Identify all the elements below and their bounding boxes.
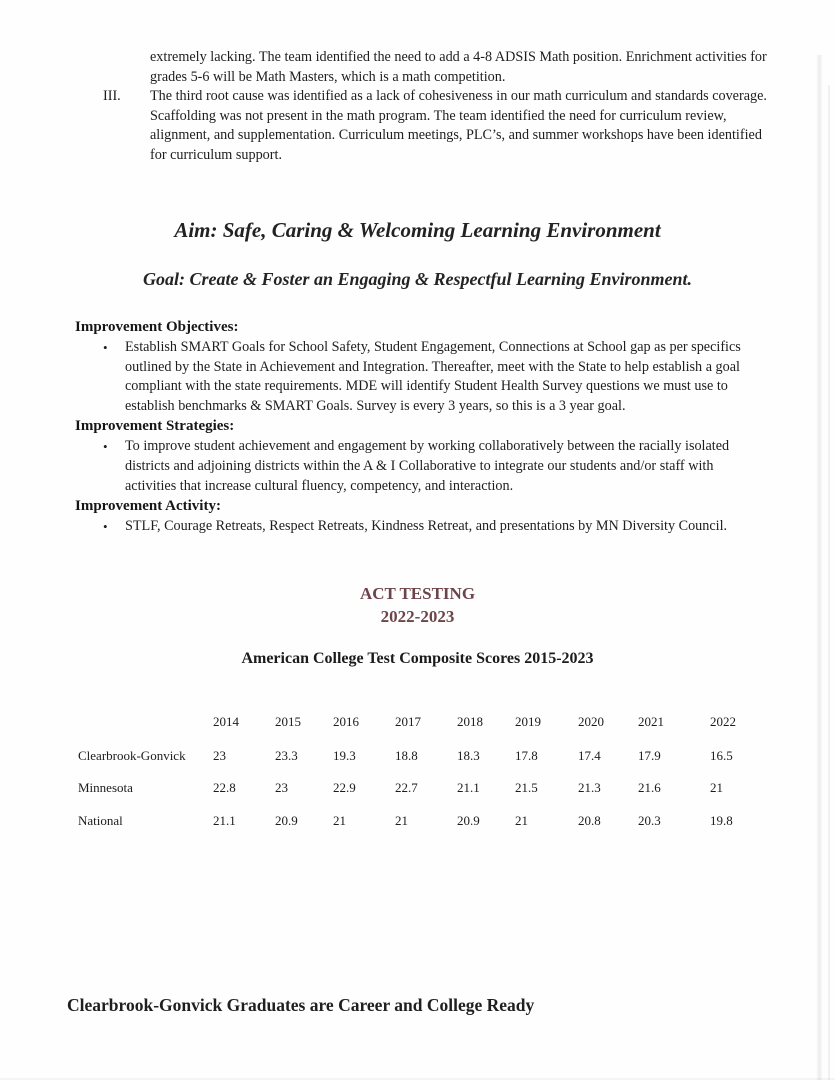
table-header-cell: 2018 — [457, 714, 483, 729]
table-cell: 20.8 — [578, 812, 601, 828]
intro-root-cause-block — [103, 48, 775, 166]
table-cell: 21.6 — [638, 780, 661, 795]
footer-heading: Clearbrook-Gonvick Graduates are Career and College Ready — [67, 995, 535, 1015]
table-row-label: National — [78, 812, 123, 828]
table-cell: 19.3 — [333, 747, 356, 763]
table-header-cell: 2014 — [213, 714, 239, 729]
bullet-glyph: • — [103, 340, 108, 355]
table-cell: 21 — [333, 812, 346, 828]
table-cell: 21.3 — [578, 780, 601, 795]
table-cell: 17.9 — [638, 747, 661, 763]
table-header-cell: 2017 — [395, 714, 421, 729]
bullet-item — [75, 338, 775, 416]
bullet-item — [75, 517, 775, 537]
table-cell: 23 — [275, 780, 288, 795]
table-cell: 22.8 — [213, 780, 236, 795]
bullet-text: To improve student achievement and engagement by working collaboratively between the racially isolated districts and adjoining districts within the A & I Collaborative to integrate our students and/or staff with activities that increase cultural fluency, competency, and interaction. — [125, 438, 730, 494]
intro-continuation-text: extremely lacking. The team identified the need to add a 4-8 ADSIS Math position. Enrichment activities for grades 5-6 will be Math Masters, which is a math competition. — [150, 49, 767, 85]
section-label: Improvement Objectives: — [75, 319, 239, 335]
act-testing-title — [0, 583, 835, 628]
table-cell: 21.5 — [515, 780, 538, 795]
table-cell: 17.8 — [515, 747, 538, 763]
table-header-cell: 2016 — [333, 714, 359, 729]
table-cell: 18.3 — [457, 747, 480, 763]
table-cell: 18.8 — [395, 747, 418, 763]
table-header-cell: 2021 — [638, 714, 664, 729]
list-item-text: The third root cause was identified as a lack of cohesiveness in our math curriculum and standards coverage. Scaffolding was not present in the math program. The team identified the need for curriculum review, alignment, and supplementation. Curriculum meetings, PLC’s, and summer workshops have been identified for curriculum support. — [150, 88, 767, 163]
section-label: Improvement Strategies: — [75, 418, 235, 435]
table-cell: 20.3 — [638, 812, 661, 828]
table-header-cell: 2020 — [578, 714, 604, 729]
table-header-cell: 2019 — [515, 714, 541, 729]
table-cell: 16.5 — [710, 747, 733, 763]
bullet-glyph: • — [103, 439, 108, 455]
bullet-text: Establish SMART Goals for School Safety, Student Engagement, Connections at School gap as per specifics outlined by the State in Achievement and Integration. Thereafter, meet with the State to help establish a goal compliant with the state requirements. MDE will identify Student Health Survey questions we must use to establish benchmarks & SMART Goals. Survey is every 3 years, so this is a 3 year goal. — [125, 339, 741, 414]
scan-artifact-vertical-line — [816, 55, 823, 1080]
table-cell: 17.4 — [578, 747, 601, 763]
table-cell: 20.9 — [457, 812, 480, 828]
list-item-number: III. — [103, 88, 121, 105]
table-cell: 23 — [213, 747, 226, 763]
table-cell: 22.9 — [333, 780, 356, 795]
table-cell: 23.3 — [275, 747, 298, 763]
table-cell: 21.1 — [213, 812, 236, 828]
act-testing-title-line1: ACT TESTING — [359, 584, 476, 603]
table-cell: 21.1 — [457, 780, 480, 795]
table-row-label: Minnesota — [78, 780, 133, 795]
table-cell: 19.8 — [710, 812, 733, 828]
section-label: Improvement Activity: — [75, 498, 221, 515]
table-header-cell: 2022 — [710, 714, 736, 729]
section-improvement-strategies — [75, 416, 775, 496]
table-cell: 22.7 — [395, 780, 418, 795]
section-improvement-objectives — [75, 317, 775, 416]
goal-heading: Goal: Create & Foster an Engaging & Respectful Learning Environment. — [142, 269, 693, 289]
table-cell: 21 — [515, 812, 528, 828]
table-header-cell: 2015 — [275, 714, 301, 729]
act-scores-subtitle: American College Test Composite Scores 2015-2023 — [241, 650, 594, 667]
aim-heading: Aim: Safe, Caring & Welcoming Learning Environment — [174, 218, 661, 242]
bullet-text: STLF, Courage Retreats, Respect Retreats, Kindness Retreat, and presentations by MN Diversity Council. — [125, 518, 728, 535]
list-item-iii — [103, 87, 775, 165]
improvement-sections — [75, 317, 775, 537]
table-cell: 21 — [395, 812, 408, 828]
table-cell: 21 — [710, 780, 723, 795]
act-testing-title-line2: 2022-2023 — [380, 606, 455, 626]
act-scores-table — [78, 705, 765, 837]
table-row-label: Clearbrook-Gonvick — [78, 747, 186, 763]
scan-artifact-vertical-line-2 — [828, 85, 830, 1080]
bullet-glyph: • — [103, 519, 108, 535]
bullet-item — [75, 437, 775, 496]
section-improvement-activity — [75, 496, 775, 537]
table-cell: 20.9 — [275, 812, 298, 828]
